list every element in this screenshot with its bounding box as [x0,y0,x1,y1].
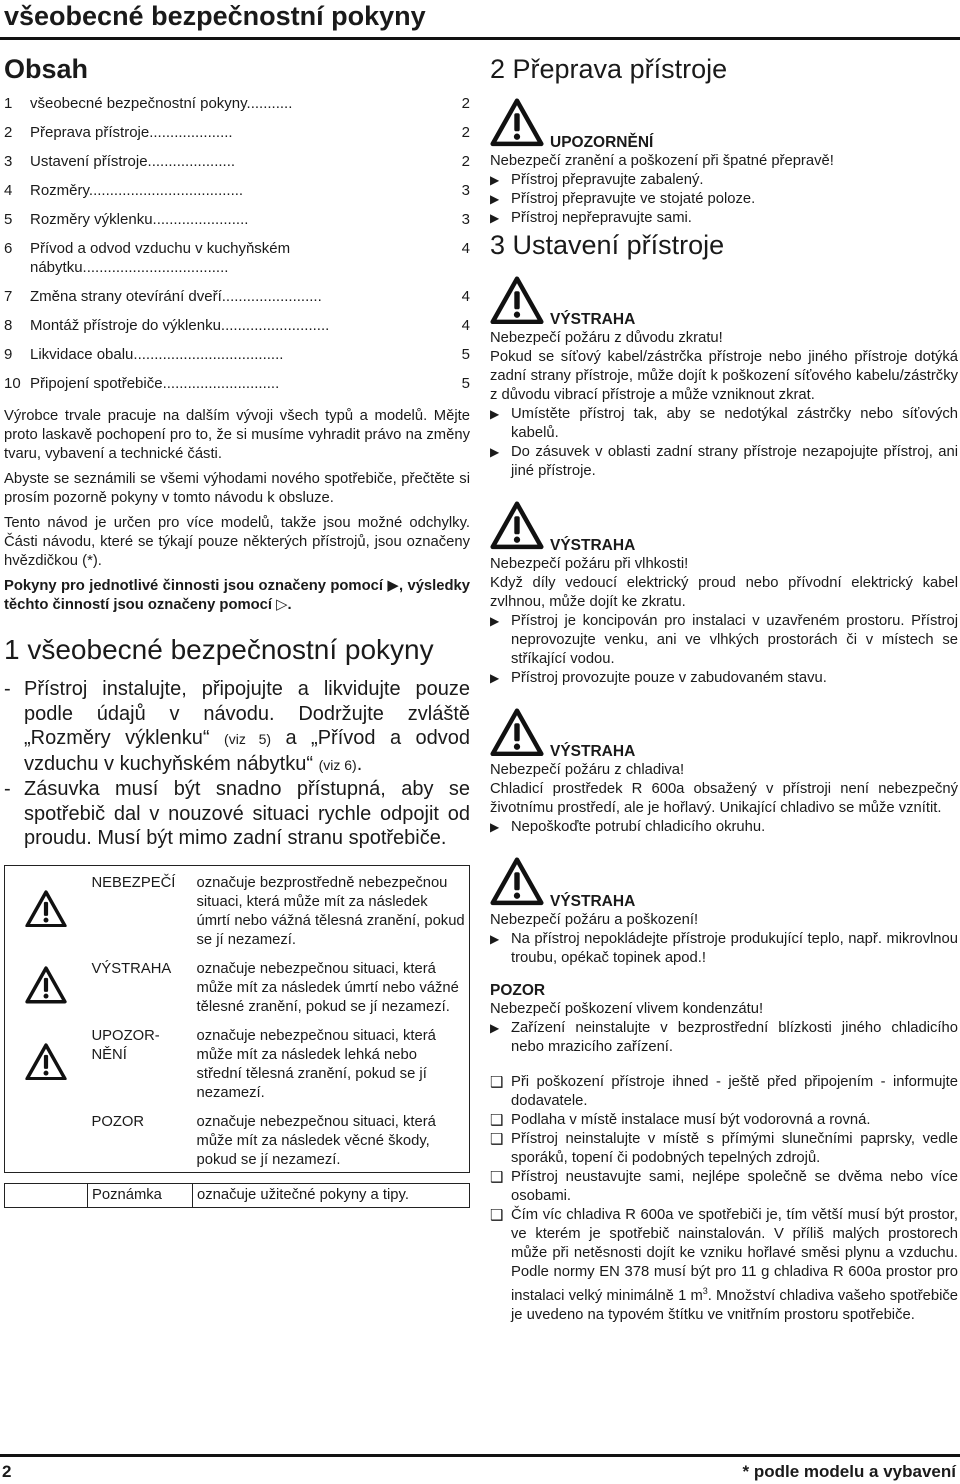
toc-item-number: 4 [4,182,13,199]
toc-heading: Obsah [4,54,89,84]
toc-item-label: Připojení spotřebiče [30,375,163,392]
toc-item-number: 3 [4,153,13,170]
warning-title: VÝSTRAHA [550,892,636,910]
cross-reference: (viz 6) [318,756,357,773]
right-column [490,52,958,1325]
warning-triangle-icon [490,501,544,555]
warning-title: VÝSTRAHA [550,311,636,329]
toc-item[interactable] [4,94,470,113]
intro-paragraph: Abyste se seznámili se všemi výhodami nového spotřebiče, přečtěte si prosím pozorně pokyny v tomto návodu k obsluze. [4,471,470,506]
footer-rule [0,1454,960,1457]
warning-triangle-icon [490,708,544,762]
signal-word: POZOR [88,1105,193,1173]
bullet-arrow-icon: ▶ [490,172,500,187]
bullet-arrow-icon: ▶ [490,210,500,225]
warning-line: Nebezpečí požáru a poškození! [490,911,699,928]
toc-item-label: Rozměry výklenku [30,211,153,228]
toc-item-number: 6 [4,240,13,257]
toc-item-label: všeobecné bezpečnostní pokyny [30,95,247,112]
signal-word: VÝSTRAHA [91,960,172,977]
toc-dots: ....................... [152,211,249,228]
bullet-item: ▶ Umístěte přístroj tak, aby se nedotýkal zástrčky nebo síťových kabelů. [490,406,958,442]
bullet-item: ▶ Přístroj přepravujte ve stojaté poloze. [490,190,756,207]
warning-block [490,857,958,968]
bullet-item: ▶ Přístroj provozujte pouze v zabudovaném stavu. [490,669,827,686]
section-3-heading: 3 Ustavení přístroje [490,229,725,260]
bullet-list [490,818,958,837]
toc-dots: .................... [149,124,233,141]
warning-text: Chladicí prostředek R 600a obsažený v přístroji není nebezpečný životnímu prostředí, ale je hořlavý. Unikající chladivo se může vznítit. [490,781,958,817]
toc-item[interactable] [4,152,470,171]
toc-dots: ............................ [162,375,280,392]
warning-triangle-icon [490,98,544,152]
warning-list [490,276,958,968]
toc-item-page: 3 [461,211,470,228]
toc-dots: ..................................... [88,182,244,199]
signal-row [5,1105,470,1173]
bullet-item: ▶ Na přístroj nepokládejte přístroje produkující teplo, např. mikrovlnou troubu, opékač topinek apod.! [490,930,958,966]
warning-line: Nebezpečí požáru při vlhkosti! [490,555,689,572]
checklist [490,1073,958,1206]
toc-list [4,94,470,393]
warning-triangle-icon [25,992,67,1008]
safety-item: - Zásuvka musí být snadno přístupná, aby se spotřebič dal v nouzové situaci rychle odpojit od proudu. Musí být mimo zadní stranu spotřebiče. [4,778,470,849]
toc-item[interactable] [4,316,470,335]
toc-item-page: 2 [461,124,470,141]
bullet-item: ▶ Přístroj nepřepravujte sami. [490,209,692,226]
dash-marker: - [4,678,11,700]
toc-item-page: 5 [461,346,470,363]
toc-item-number: 1 [4,95,13,112]
warning-text: Když díly vedoucí elektrický proud nebo přívodní elektrický kabel zvlhnou, může dojít ke zkratu. [490,574,958,610]
warning-triangle-icon [490,857,544,911]
warning-triangle-icon [25,1068,67,1084]
bullet-arrow-icon: ▶ [490,613,500,628]
toc-item-page: 3 [461,182,470,199]
toc-dots: ..................... [147,153,236,170]
toc-item-number: 10 [4,375,21,392]
toc-item-label: Rozměry [30,182,89,199]
warning-block [490,276,958,482]
header-rule [0,37,960,40]
page-header-title: všeobecné bezpečnostní pokyny [4,1,426,31]
warning-line: Nebezpečí zranění a poškození při špatné přepravě! [490,152,834,169]
checkbox-icon: ❑ [490,1111,504,1129]
checkbox-icon: ❑ [490,1130,504,1148]
warning-triangle-icon [490,276,544,330]
bullet-arrow-icon: ▶ [490,1020,500,1035]
signal-word: Poznámka [88,1183,193,1207]
toc-item[interactable] [4,374,470,393]
toc-item-label: Přívod a odvod vzduchu v kuchyňském nábytku [30,240,291,276]
toc-item-page: 2 [461,153,470,170]
bullet-arrow-icon: ▶ [490,820,500,835]
bullet-list [490,1019,958,1057]
toc-dots: ................................... [82,259,229,276]
intro [4,407,470,615]
bullet-item: ▶ Do zásuvek v oblasti zadní strany přístroje nezapojujte přístroj, ani jiné přístroje. [490,444,958,480]
bullet-item: ▶ Zařízení neinstalujte v bezprostřední blízkosti jiného chladicího nebo mrazicího zařízení. [490,1019,958,1055]
toc-item[interactable] [4,287,470,306]
bullet-list [490,405,958,481]
bullet-list [490,171,958,228]
warning-text: Pokud se síťový kabel/zástrčka přístroje nebo jiného přístroje dotýká zadní strany přístroje, může dojít k poškození síťového kabelu/zástrčky z důvodu vibrací přístroje a může vzniknout zkrat. [490,349,958,404]
checklist-item: ❑ Při poškození přístroje ihned - ještě před připojením - informujte dodavatele. [490,1073,958,1109]
toc-item-label: Montáž přístroje do výklenku [30,317,221,334]
safety-item: - Přístroj instalujte, připojujte a likvidujte pouze podle údajů v návodu. Dodržujte zvláště „Rozměry výklenku“ (viz 5) a „Přívod a odvod vzduchu v kuchyňském nábytku“ (viz 6). [4,677,470,777]
toc-dots: ........... [246,95,293,112]
warning-block [490,501,958,688]
signal-description: označuje nebezpečnou situaci, která může mít za následek věcné škody, pokud se jí nezamezí. [193,1105,470,1173]
checkbox-icon: ❑ [490,1073,504,1091]
checklist-item: ❑ Přístroj neinstalujte v místě s přímými slunečními paprsky, vedle sporáků, topení či podobných tepelných zdrojů. [490,1130,958,1166]
dash-marker: - [4,778,11,800]
warning-triangle-icon [25,915,67,931]
pozor-line: Nebezpečí poškození vlivem kondenzátu! [490,1000,764,1017]
signal-row [5,1019,470,1105]
toc-item-number: 7 [4,288,13,305]
toc-dots: .................................... [133,346,284,363]
toc-item-page: 4 [461,288,470,305]
toc-item-number: 8 [4,317,13,334]
signal-description: označuje nebezpečnou situaci, která může mít za následek úmrtí nebo vážné tělesné zranění, pokud se jí nezamezí. [193,952,470,1019]
section-1-heading: 1 všeobecné bezpečnostní pokyny [4,634,434,665]
warning-block [490,708,958,838]
toc-item[interactable] [4,123,470,142]
checklist-item: ❑ Čím víc chladiva R 600a ve spotřebiči je, tím větší musí být prostor, ve kterém je spotřebič nainstalován. V příliš malých prostorech může při netěsnosti dojít ke vzniku hořlavé směsi plynu a vzduchu. Podle normy EN 378 musí být pro 11 g chladiva R 600a prostor pro instalaci velký minimálně 1 $m^3$. Množství chladiva vašeho spotřebiče je uvedeno na typovém štítku ve vnitřním prostoru spotřebiče. [490,1206,958,1323]
warning-title: VÝSTRAHA [550,536,636,554]
checkbox-icon: ❑ [490,1168,504,1186]
bullet-arrow-icon: ▶ [490,670,500,685]
note-row [5,1183,470,1207]
toc-item-page: 2 [461,95,470,112]
intro-paragraph: Výrobce trvale pracuje na dalším vývoji všech typů a modelů. Mějte proto laskavě pochopení pro to, že si musíme vyhradit právo na změny tvaru, vybavení a technické části. [4,408,470,462]
pozor-block [490,982,958,1057]
warning-line: Nebezpečí požáru z chladiva! [490,762,685,779]
toc-item-label: Přeprava přístroje [30,124,150,141]
bullet-item: ▶ Přístroj přepravujte zabalený. [490,171,704,188]
signal-word: UPOZOR-NĚNÍ [91,1027,160,1063]
checklist-item: ❑ Podlaha v místě instalace musí být vodorovná a rovná. [490,1111,871,1129]
bullet-item: ▶ Přístroj je koncipován pro instalaci v uzavřeném prostoru. Přístroj neprovozujte venku, ani ve vlhkých prostorách či v místech se stříkající vodou. [490,612,958,667]
toc-item[interactable] [4,239,470,277]
bullet-list [490,612,958,688]
signal-word: NEBEZPEČÍ [88,865,193,952]
toc-item-label: Likvidace obalu [30,346,134,363]
signal-description: označuje bezprostředně nebezpečnou situaci, která může mít za následek úmrtí nebo vážná tělesná zranění, pokud se jí nezamezí. [193,865,470,952]
warning-title: VÝSTRAHA [550,743,636,761]
page-number: 2 [2,1462,12,1481]
toc-item-number: 9 [4,346,13,363]
toc-item[interactable] [4,345,470,364]
toc-item-page: 4 [461,317,470,334]
toc-item-label: Změna strany otevírání dveří [30,288,222,305]
bullet-item: ▶ Nepoškoďte potrubí chladicího okruhu. [490,819,766,836]
signal-word-table [4,865,470,1208]
checklist-item: ❑ Přístroj neustavujte sami, nejlépe společně se dvěma nebo více osobami. [490,1168,958,1204]
intro-instructions-note: Pokyny pro jednotlivé činnosti jsou označeny pomocí ▶, výsledky těchto činností jsou označeny pomocí ▷. [4,578,470,613]
bullet-arrow-icon: ▶ [490,445,500,460]
bullet-list [490,930,958,968]
warning-title: UPOZORNĚNÍ [550,133,654,151]
toc-item-page: 4 [461,240,470,257]
bullet-arrow-icon: ▶ [490,407,500,422]
toc-dots: ........................ [221,288,322,305]
signal-description: označuje nebezpečnou situaci, která může mít za následek lehká nebo střední tělesná zranění, pokud se jí nezamezí. [193,1019,470,1105]
warning-line: Nebezpečí požáru z důvodu zkratu! [490,330,723,347]
warning-block [490,98,958,228]
bullet-arrow-icon: ▶ [490,191,500,206]
left-column [4,52,470,1208]
toc-item[interactable] [4,210,470,229]
signal-row [5,952,470,1019]
toc-item[interactable] [4,181,470,200]
signal-row [5,865,470,952]
footer-note: * podle modelu a vybavení [742,1462,956,1481]
toc-item-number: 2 [4,124,13,141]
checkbox-icon: ❑ [490,1206,504,1224]
pozor-title: POZOR [490,981,546,999]
toc-dots: .......................... [220,317,330,334]
section-2-heading: 2 Přeprava přístroje [490,54,728,84]
toc-item-label: Ustavení přístroje [30,153,148,170]
bullet-arrow-icon: ▶ [490,931,500,946]
toc-item-page: 5 [461,375,470,392]
intro-paragraph: Tento návod je určen pro více modelů, takže jsou možné odchylky. Části návodu, které se týkají pouze některých přístrojů, jsou označeny hvězdičkou (*). [4,515,470,569]
signal-description: označuje užitečné pokyny a tipy. [193,1183,470,1207]
toc-item-number: 5 [4,211,13,228]
cross-reference: (viz 5) [224,731,272,747]
